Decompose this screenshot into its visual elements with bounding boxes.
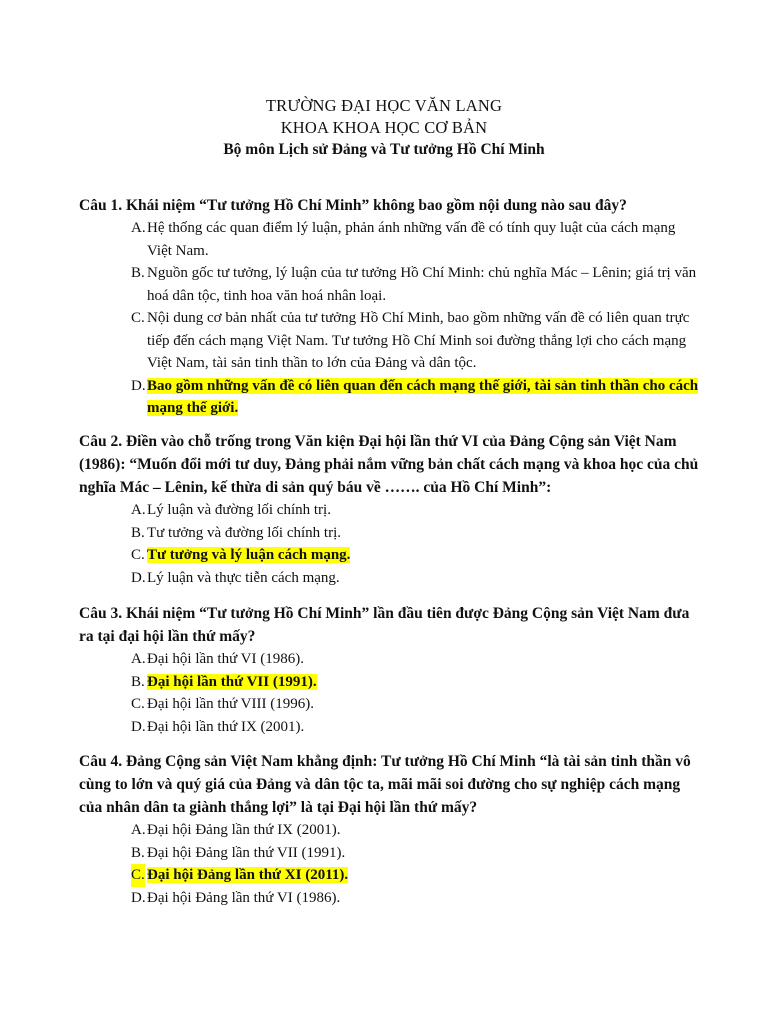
option-list — [79, 217, 699, 420]
option-text: Nguồn gốc tư tưởng, lý luận của tư tưởng Hồ Chí Minh: chủ nghĩa Mác – Lênin; giá trị văn hoá dân tộc, tinh hoa văn hoá nhân loại. — [147, 265, 697, 304]
option-c-correct — [79, 864, 699, 887]
option-letter: A. — [131, 651, 146, 667]
option-text: Đại hội lần thứ VIII (1996). — [147, 696, 314, 712]
option-d — [79, 567, 699, 590]
question-text: Câu 3. Khái niệm “Tư tưởng Hồ Chí Minh” lần đầu tiên được Đảng Cộng sản Việt Nam đưa ra tại đại hội lần thứ mấy? — [79, 605, 690, 645]
option-letter: B. — [131, 844, 145, 861]
option-text: Tư tưởng và đường lối chính trị. — [147, 524, 341, 541]
option-text-highlighted: Tư tưởng và lý luận cách mạng. — [147, 547, 351, 563]
option-letter: A. — [131, 220, 146, 236]
option-letter: A. — [131, 822, 146, 838]
option-text-highlighted: Bao gồm những vấn đề có liên quan đến cách mạng thế giới, tài sản tinh thần cho cách mạng thế giới. — [147, 377, 699, 416]
document-header — [0, 95, 768, 161]
option-letter: D. — [131, 569, 146, 586]
option-a — [79, 499, 699, 522]
option-list — [79, 819, 699, 909]
option-text: Nội dung cơ bản nhất của tư tưởng Hồ Chí Minh, bao gồm những vấn đề có liên quan trực tiếp đến cách mạng Việt Nam. Tư tưởng Hồ Chí Minh soi đường thắng lợi cho cách mạng Việt Nam, tài sản tinh thần to lớn của Đảng và dân tộc. — [147, 310, 690, 371]
question-4 — [79, 750, 699, 909]
option-letter: C. — [131, 310, 145, 326]
option-letter: B. — [131, 673, 145, 690]
option-letter: D. — [131, 718, 146, 735]
option-text: Hệ thống các quan điểm lý luận, phản ánh những vấn đề có tính quy luật của cách mạng Việt Nam. — [147, 220, 676, 259]
option-b — [79, 262, 699, 307]
option-a — [79, 217, 699, 262]
question-text: Câu 4. Đảng Cộng sản Việt Nam khẳng định: Tư tưởng Hồ Chí Minh “là tài sản tinh thần vô cùng to lớn và quý giá của Đảng và dân tộc ta, mãi mãi soi đường cho sự nghiệp cách mạng của nhân dân ta giành thắng lợi” là tại Đại hội lần thứ mấy? — [79, 753, 691, 816]
option-letter: D. — [131, 377, 146, 394]
option-letter: D. — [131, 889, 146, 906]
option-d — [79, 887, 699, 910]
option-text: Lý luận và thực tiễn cách mạng. — [147, 569, 340, 586]
option-letter: B. — [131, 265, 145, 281]
option-c — [79, 693, 699, 716]
option-letter: B. — [131, 524, 145, 541]
option-b — [79, 842, 699, 865]
option-list — [79, 499, 699, 589]
option-letter: A. — [131, 502, 146, 518]
option-letter: C. — [131, 864, 145, 887]
option-letter: C. — [131, 696, 145, 712]
option-d-correct — [79, 375, 699, 420]
option-a — [79, 648, 699, 671]
option-list — [79, 648, 699, 738]
option-text: Đại hội Đảng lần thứ VII (1991). — [147, 844, 346, 861]
option-text: Lý luận và đường lối chính trị. — [147, 502, 331, 518]
option-text: Đại hội lần thứ IX (2001). — [147, 718, 305, 735]
question-1 — [79, 194, 699, 420]
option-b — [79, 522, 699, 545]
option-text: Đại hội lần thứ VI (1986). — [147, 651, 304, 667]
option-c-correct — [79, 544, 699, 567]
faculty-name: KHOA KHOA HỌC CƠ BẢN — [280, 118, 488, 137]
option-c — [79, 307, 699, 375]
university-name: TRƯỜNG ĐẠI HỌC VĂN LANG — [265, 96, 503, 115]
question-text: Câu 2. Điền vào chỗ trống trong Văn kiện Đại hội lần thứ VI của Đảng Cộng sản Việt Nam (1986): “Muốn đổi mới tư duy, Đảng phải nắm vững bản chất cách mạng và khoa học của chủ nghĩa Mác – Lênin, kế thừa di sản quý báu về ……. của Hồ Chí Minh”: — [79, 433, 699, 496]
question-text: Câu 1. Khái niệm “Tư tưởng Hồ Chí Minh” không bao gồm nội dung nào sau đây? — [79, 197, 627, 214]
question-2 — [79, 430, 699, 589]
option-text-highlighted: Đại hội Đảng lần thứ XI (2011). — [147, 867, 349, 883]
option-text: Đại hội Đảng lần thứ VI (1986). — [147, 889, 341, 906]
option-letter: C. — [131, 547, 145, 563]
option-a — [79, 819, 699, 842]
option-text-highlighted: Đại hội lần thứ VII (1991). — [147, 673, 317, 690]
option-b-correct — [79, 671, 699, 694]
option-text: Đại hội Đảng lần thứ IX (2001). — [147, 822, 341, 838]
department-name: Bộ môn Lịch sử Đảng và Tư tưởng Hồ Chí Minh — [223, 141, 545, 158]
option-d — [79, 716, 699, 739]
question-3 — [79, 602, 699, 738]
